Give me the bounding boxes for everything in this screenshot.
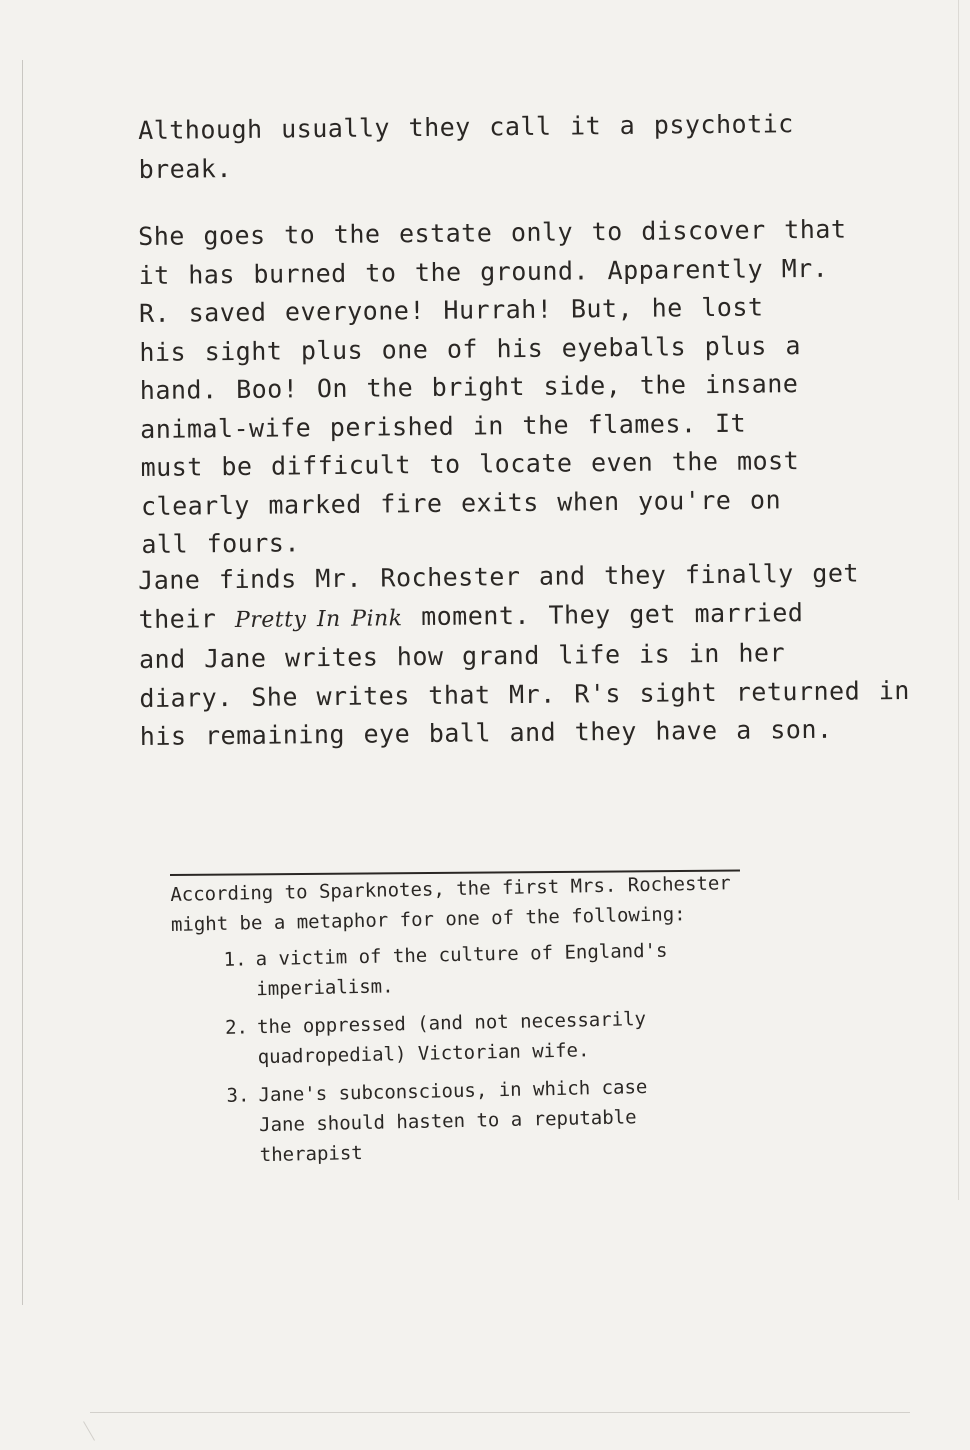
footnote-list (171, 933, 776, 1172)
paragraph-2 (138, 211, 847, 564)
text-line: it has burned to the ground. Apparently Mr. (138, 253, 829, 290)
footnote-intro-line: might be a metaphor for one of the following: (170, 903, 686, 936)
frame-border-left (22, 60, 23, 1305)
list-number: 2. (224, 1016, 249, 1039)
list-item-line: Jane's subconscious, in which case (258, 1076, 648, 1107)
list-number: 3. (226, 1084, 250, 1107)
paragraph-3 (138, 555, 911, 756)
text-line: Although usually they call it a psychotic (138, 109, 794, 145)
text-line: all fours. (141, 528, 301, 559)
text-line: hand. Boo! On the bright side, the insane (139, 369, 799, 405)
frame-border-bottom (90, 1412, 910, 1413)
list-item-line: therapist (259, 1142, 363, 1167)
text-fragment: moment. They get married (420, 597, 804, 631)
text-line: Jane finds Mr. Rochester and they finally get (138, 558, 860, 595)
text-line: and Jane writes how grand life is in her (138, 638, 786, 674)
text-line: animal-wife perished in the flames. It (140, 408, 747, 444)
list-item (174, 1069, 776, 1172)
list-item-line: imperialism. (256, 975, 394, 1001)
movie-title: Pretty In Pink (234, 605, 403, 633)
list-number: 1. (223, 948, 247, 971)
list-item-line: quadropedial) Victorian wife. (257, 1039, 590, 1069)
text-line: break. (138, 153, 233, 184)
text-line: his remaining eye ball and they have a son. (139, 714, 833, 751)
text-line: must be difficult to locate even the most (140, 446, 800, 482)
list-item-line: the oppressed (and not necessarily (256, 1008, 647, 1039)
list-item (171, 933, 772, 1006)
list-item-line: a victim of the culture of England's (255, 939, 668, 971)
frame-border-right (958, 0, 959, 1200)
text-line: his sight plus one of his eyeballs plus a (139, 330, 802, 367)
text-line: clearly marked fire exits when you're on (140, 484, 782, 521)
text-line (138, 594, 804, 641)
frame-corner-mark (83, 1417, 102, 1441)
footnote-intro-line: According to Sparknotes, the first Mrs. Rochester (170, 872, 731, 906)
text-fragment: their (138, 603, 217, 634)
list-item (173, 1001, 774, 1074)
text-line: She goes to the estate only to discover that (138, 214, 847, 251)
list-item-line: Jane should hasten to a reputable (258, 1106, 637, 1137)
text-line: diary. She writes that Mr. R's sight returned in (139, 675, 911, 713)
paragraph-1 (138, 105, 794, 189)
footnote (170, 867, 776, 1179)
text-line: R. saved everyone! Hurrah! But, he lost (138, 292, 764, 328)
